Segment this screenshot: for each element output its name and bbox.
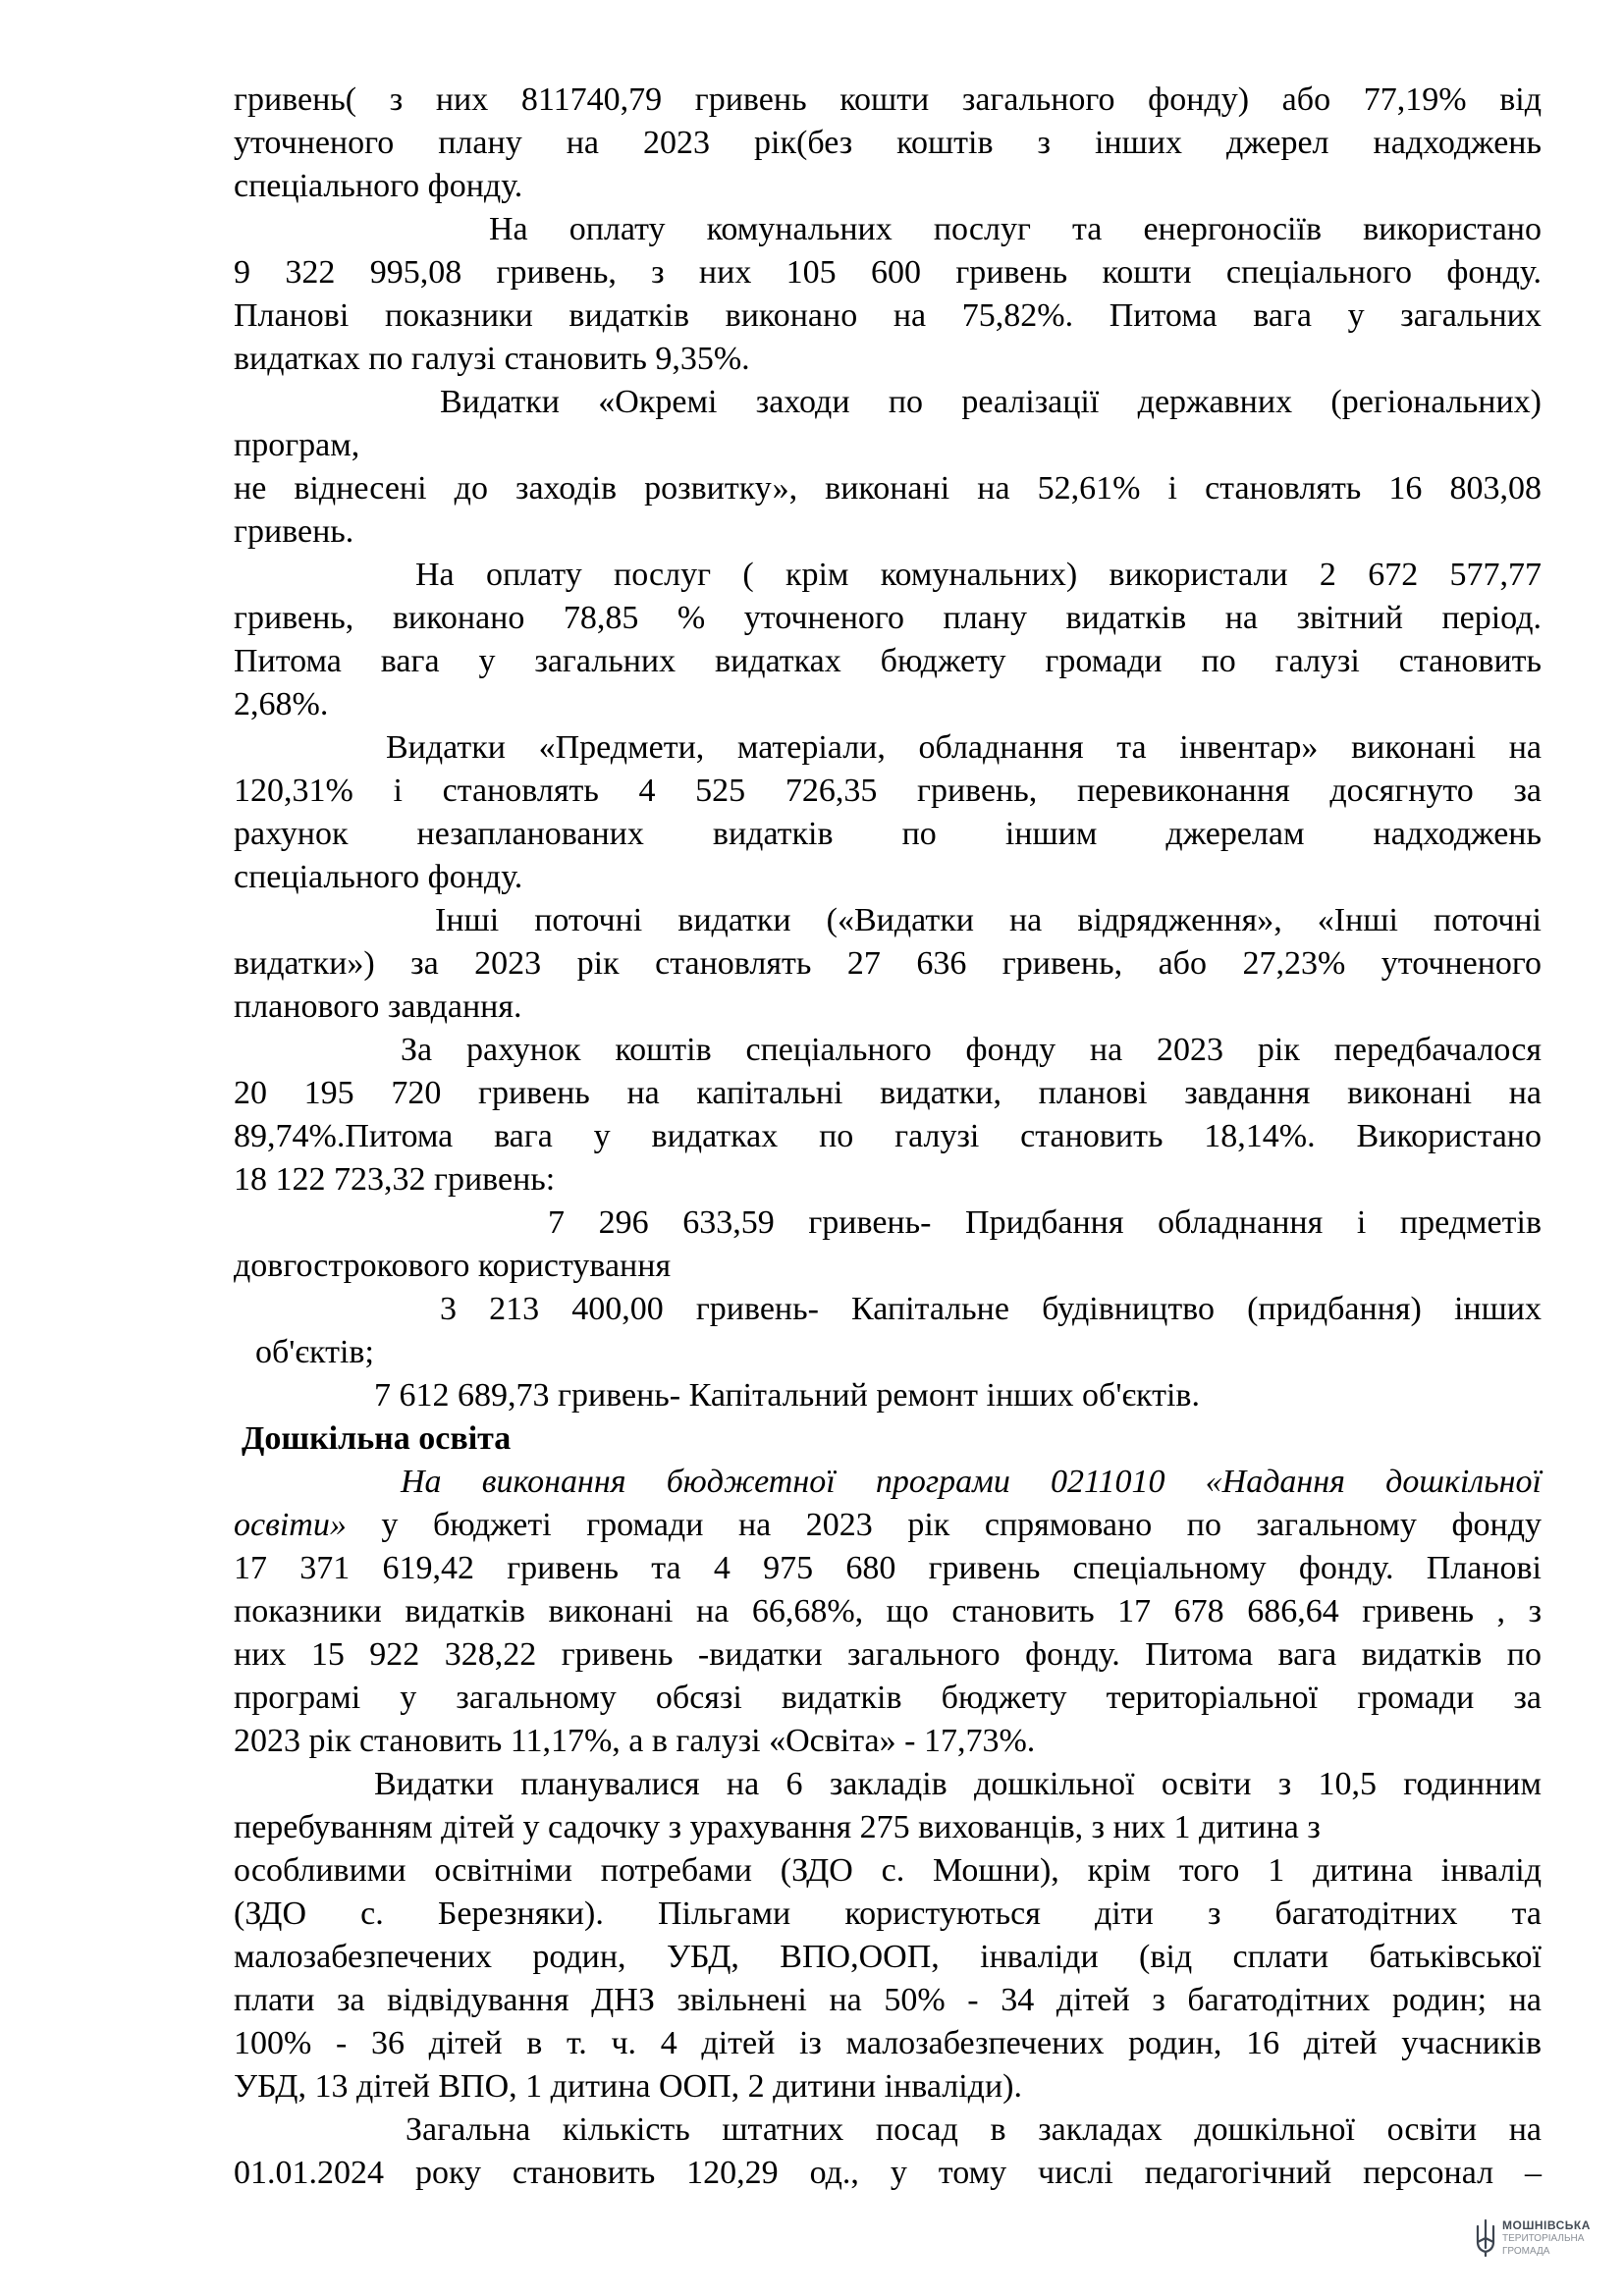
text-line: видатки») за 2023 рік становлять 27 636 гривень, або 27,23% уточненого xyxy=(234,945,1542,982)
text-line xyxy=(234,1504,1542,1547)
text-line: Питома вага у загальних видатках бюджету громади по галузі становить xyxy=(234,643,1542,679)
text-line: показники видатків виконані на 66,68%, що становить 17 678 686,64 гривень , з xyxy=(234,1593,1542,1629)
text-line: За рахунок коштів спеціального фонду на 2023 рік передбачалося xyxy=(401,1032,1542,1068)
program-title-italic: На виконання бюджетної програми 0211010 «Надання дошкільної xyxy=(401,1464,1542,1500)
paragraph-preschool-program xyxy=(234,1461,1542,1763)
text-line: 100% - 36 дітей в т. ч. 4 дітей із малозабезпечених родин, 16 дітей учасників xyxy=(234,2025,1542,2061)
text-line: На оплату комунальних послуг та енергоносіїв використано xyxy=(489,211,1542,247)
text-line: 89,74%.Питома вага у видатках по галузі становить 18,14%. Використано xyxy=(234,1118,1542,1154)
text-line: гривень. xyxy=(234,513,354,550)
text-line: планового завдання. xyxy=(234,988,522,1025)
paragraph-preschool-institutions xyxy=(234,1763,1542,2109)
text-line: (ЗДО с. Березняки). Пільгами користуються діти з багатодітних та xyxy=(234,1896,1542,1932)
text-line: Інші поточні видатки («Видатки на відрядження», «Інші поточні xyxy=(435,902,1542,938)
text-line: 3 213 400,00 гривень- Капітальне будівництво (придбання) інших xyxy=(440,1291,1542,1327)
logo-title: МОШНІВСЬКА xyxy=(1502,2217,1591,2232)
text-line: 7 296 633,59 гривень- Придбання обладнання і предметів xyxy=(548,1204,1542,1241)
text-line: уточненого плану на 2023 рік(без коштів з інших джерел надходжень xyxy=(234,125,1542,161)
paragraph-special-fund-plan xyxy=(234,79,1542,208)
text-line: 17 371 619,42 гривень та 4 975 680 гривень спеціальному фонду. Планові xyxy=(234,1550,1542,1586)
text-line: гривень, виконано 78,85 % уточненого плану видатків на звітний період. xyxy=(234,600,1542,636)
document-page xyxy=(234,79,1542,2195)
text-line: плати за відвідування ДНЗ звільнені на 50% - 34 дітей з багатодітних родин; на xyxy=(234,1982,1542,2018)
text-line: спеціального фонду. xyxy=(234,859,523,895)
text-line: довгострокового користування xyxy=(234,1248,672,1284)
paragraph-utilities xyxy=(234,208,1542,381)
text-line: них 15 922 328,22 гривень -видатки загального фонду. Питома вага видатків по xyxy=(234,1636,1542,1673)
text-line: 2,68%. xyxy=(234,686,329,722)
text-line: Видатки планувалися на 6 закладів дошкільної освіти з 10,5 годинним xyxy=(374,1766,1542,1802)
text-line: Планові показники видатків виконано на 75,82%. Питома вага у загальних xyxy=(234,297,1542,334)
section-heading: Дошкільна освіта xyxy=(242,1420,512,1457)
paragraph-state-programs xyxy=(234,381,1542,554)
community-logo xyxy=(1475,2209,1612,2268)
paragraph-services xyxy=(234,554,1542,726)
logo-subtitle: ГРОМАДА xyxy=(1502,2245,1550,2257)
text-line: не віднесені до заходів розвитку», виконані на 52,61% і становлять 16 803,08 xyxy=(234,470,1542,507)
text-line: 20 195 720 гривень на капітальні видатки, планові завдання виконані на xyxy=(234,1075,1542,1111)
text-line: малозабезпечених родин, УБД, ВПО,ООП, інваліди (від сплати батьківської xyxy=(234,1939,1542,1975)
text-line: 2023 рік становить 11,17%, а в галузі «Освіта» - 17,73%. xyxy=(234,1723,1036,1759)
paragraph-equipment xyxy=(234,1201,1542,1288)
program-title-italic: освіти» xyxy=(234,1507,347,1543)
text-line: Видатки «Окремі заходи по реалізації державних (регіональних) xyxy=(440,384,1542,420)
text-line: УБД, 13 дітей ВПО, 1 дитина ООП, 2 дитини інваліди). xyxy=(234,2068,1022,2105)
text-line: об'єктів; xyxy=(255,1334,374,1370)
text-line xyxy=(234,1461,1542,1504)
paragraph-other-expenses xyxy=(234,899,1542,1029)
text-line: гривень( з них 811740,79 гривень кошти загального фонду) або 77,19% від xyxy=(234,81,1542,118)
text-line: 9 322 995,08 гривень, з них 105 600 гривень кошти спеціального фонду. xyxy=(234,254,1542,291)
text-line: 120,31% і становлять 4 525 726,35 гривень, перевиконання досягнуто за xyxy=(234,773,1542,809)
paragraph-construction xyxy=(234,1288,1542,1374)
text-line: 01.01.2024 року становить 120,29 од., у тому числі педагогічний персонал – xyxy=(234,2155,1542,2191)
paragraph-materials xyxy=(234,726,1542,899)
text-line: видатках по галузі становить 9,35%. xyxy=(234,341,750,377)
text-line: рахунок незапланованих видатків по іншим джерелам надходжень xyxy=(234,816,1542,852)
paragraph-repair xyxy=(234,1374,1542,1417)
trident-icon xyxy=(1475,2218,1496,2258)
text-line: спеціального фонду. xyxy=(234,168,523,204)
text-line: перебуванням дітей у садочку з урахування 275 вихованців, з них 1 дитина з xyxy=(234,1809,1321,1845)
paragraph-capital-expenses xyxy=(234,1029,1542,1201)
text-line: 18 122 723,32 гривень: xyxy=(234,1161,556,1198)
logo-text xyxy=(1502,2219,1591,2258)
logo-subtitle: ТЕРИТОРІАЛЬНА xyxy=(1502,2232,1585,2244)
text-fragment: у бюджеті громади на 2023 рік спрямовано по загальному фонду xyxy=(346,1507,1542,1543)
text-line: Загальна кількість штатних посад в закладах дошкільної освіти на xyxy=(406,2111,1542,2148)
text-line: На оплату послуг ( крім комунальних) використали 2 672 577,77 xyxy=(415,557,1542,593)
paragraph-staff xyxy=(234,2109,1542,2195)
text-line: програм, xyxy=(234,427,360,463)
text-line: особливими освітніми потребами (ЗДО с. Мошни), крім того 1 дитина інвалід xyxy=(234,1852,1542,1889)
text-line: програмі у загальному обсязі видатків бюджету територіальної громади за xyxy=(234,1680,1542,1716)
text-line: 7 612 689,73 гривень- Капітальний ремонт інших об'єктів. xyxy=(374,1377,1200,1414)
text-line: Видатки «Предмети, матеріали, обладнання та інвентар» виконані на xyxy=(386,729,1542,766)
